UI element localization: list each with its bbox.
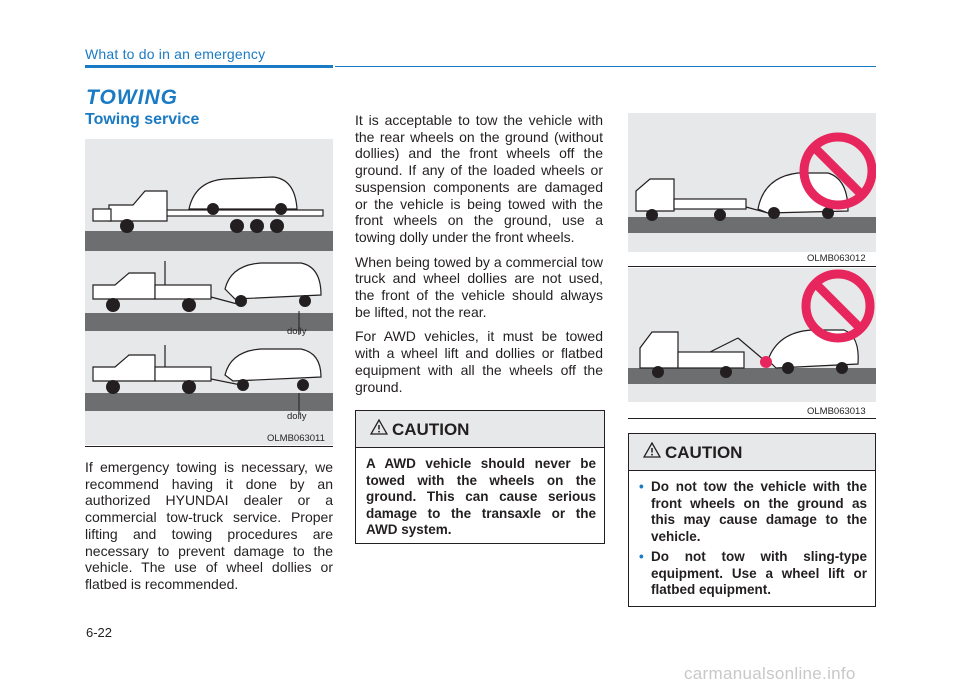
page-title: TOWING bbox=[86, 86, 178, 109]
header-rule-thick bbox=[85, 65, 333, 68]
caution-list bbox=[639, 479, 867, 599]
left-paragraph: If emergency towing is necessary, we recommend having it done by an authorized HYUNDAI dealer or a commercial tow-truck service. Proper lifting and towing procedures are necessary to prevent damage to the vehicle. The use of wheel dollies or flatbed is recommended. bbox=[85, 459, 333, 592]
caution-header bbox=[356, 411, 604, 448]
caution-header bbox=[629, 434, 875, 471]
figure-divider bbox=[85, 446, 333, 447]
caution-item-text: Do not tow with sling-type equipment. Use a wheel lift or flatbed equipment. bbox=[651, 549, 867, 597]
caution-text: A AWD vehicle should never be towed with the wheels on the ground. This can cause serious damage to the transaxle or the AWD system. bbox=[366, 456, 596, 537]
tow-truck-illustration bbox=[85, 139, 333, 445]
warning-icon bbox=[643, 442, 661, 458]
section-subtitle: Towing service bbox=[85, 111, 200, 128]
watermark: carmanualsonline.info bbox=[684, 664, 856, 683]
sling-tow-prohibited-illustration bbox=[628, 268, 876, 402]
figure-code: OLMB063013 bbox=[807, 406, 866, 417]
caution-label: CAUTION bbox=[665, 443, 743, 462]
page-number: 6-22 bbox=[86, 625, 113, 640]
bullet-icon: • bbox=[639, 549, 644, 564]
dolly-label: dolly bbox=[287, 326, 307, 337]
figure-code: OLMB063011 bbox=[267, 433, 325, 444]
figure-divider bbox=[628, 418, 876, 419]
figure-code: OLMB063012 bbox=[807, 253, 866, 264]
warning-icon bbox=[370, 419, 388, 435]
middle-text bbox=[355, 112, 603, 403]
caution-box bbox=[628, 433, 876, 607]
figure-divider bbox=[628, 266, 876, 267]
caution-list-wrap bbox=[629, 471, 875, 599]
bullet-icon: • bbox=[639, 479, 644, 494]
caution-item-text: Do not tow the vehicle with the front wheels on the ground as this may cause damage to the vehicle. bbox=[651, 479, 867, 544]
caution-item bbox=[639, 479, 867, 545]
flatbed-tow-prohibited-illustration bbox=[628, 113, 876, 252]
caution-label: CAUTION bbox=[392, 420, 470, 439]
paragraph: It is acceptable to tow the vehicle with the rear wheels on the ground (without dollies) and the front wheels off the ground. If any of the loaded wheels or suspension components are damaged or the vehicle is being towed with the front wheels on the ground, use a towing dolly under the front wheels. bbox=[355, 112, 603, 245]
paragraph: When being towed by a commercial tow truck and wheel dollies are not used, the front of the vehicle should always be lifted, not the rear. bbox=[355, 253, 603, 320]
caution-item bbox=[639, 549, 867, 599]
section-title: What to do in an emergency bbox=[85, 46, 266, 62]
dolly-label: dolly bbox=[287, 411, 307, 422]
paragraph: For AWD vehicles, it must be towed with a wheel lift and dollies or flatbed equipment with all the wheels off the ground. bbox=[355, 328, 603, 395]
caution-box bbox=[355, 410, 605, 544]
header-rule-thin bbox=[335, 66, 876, 67]
